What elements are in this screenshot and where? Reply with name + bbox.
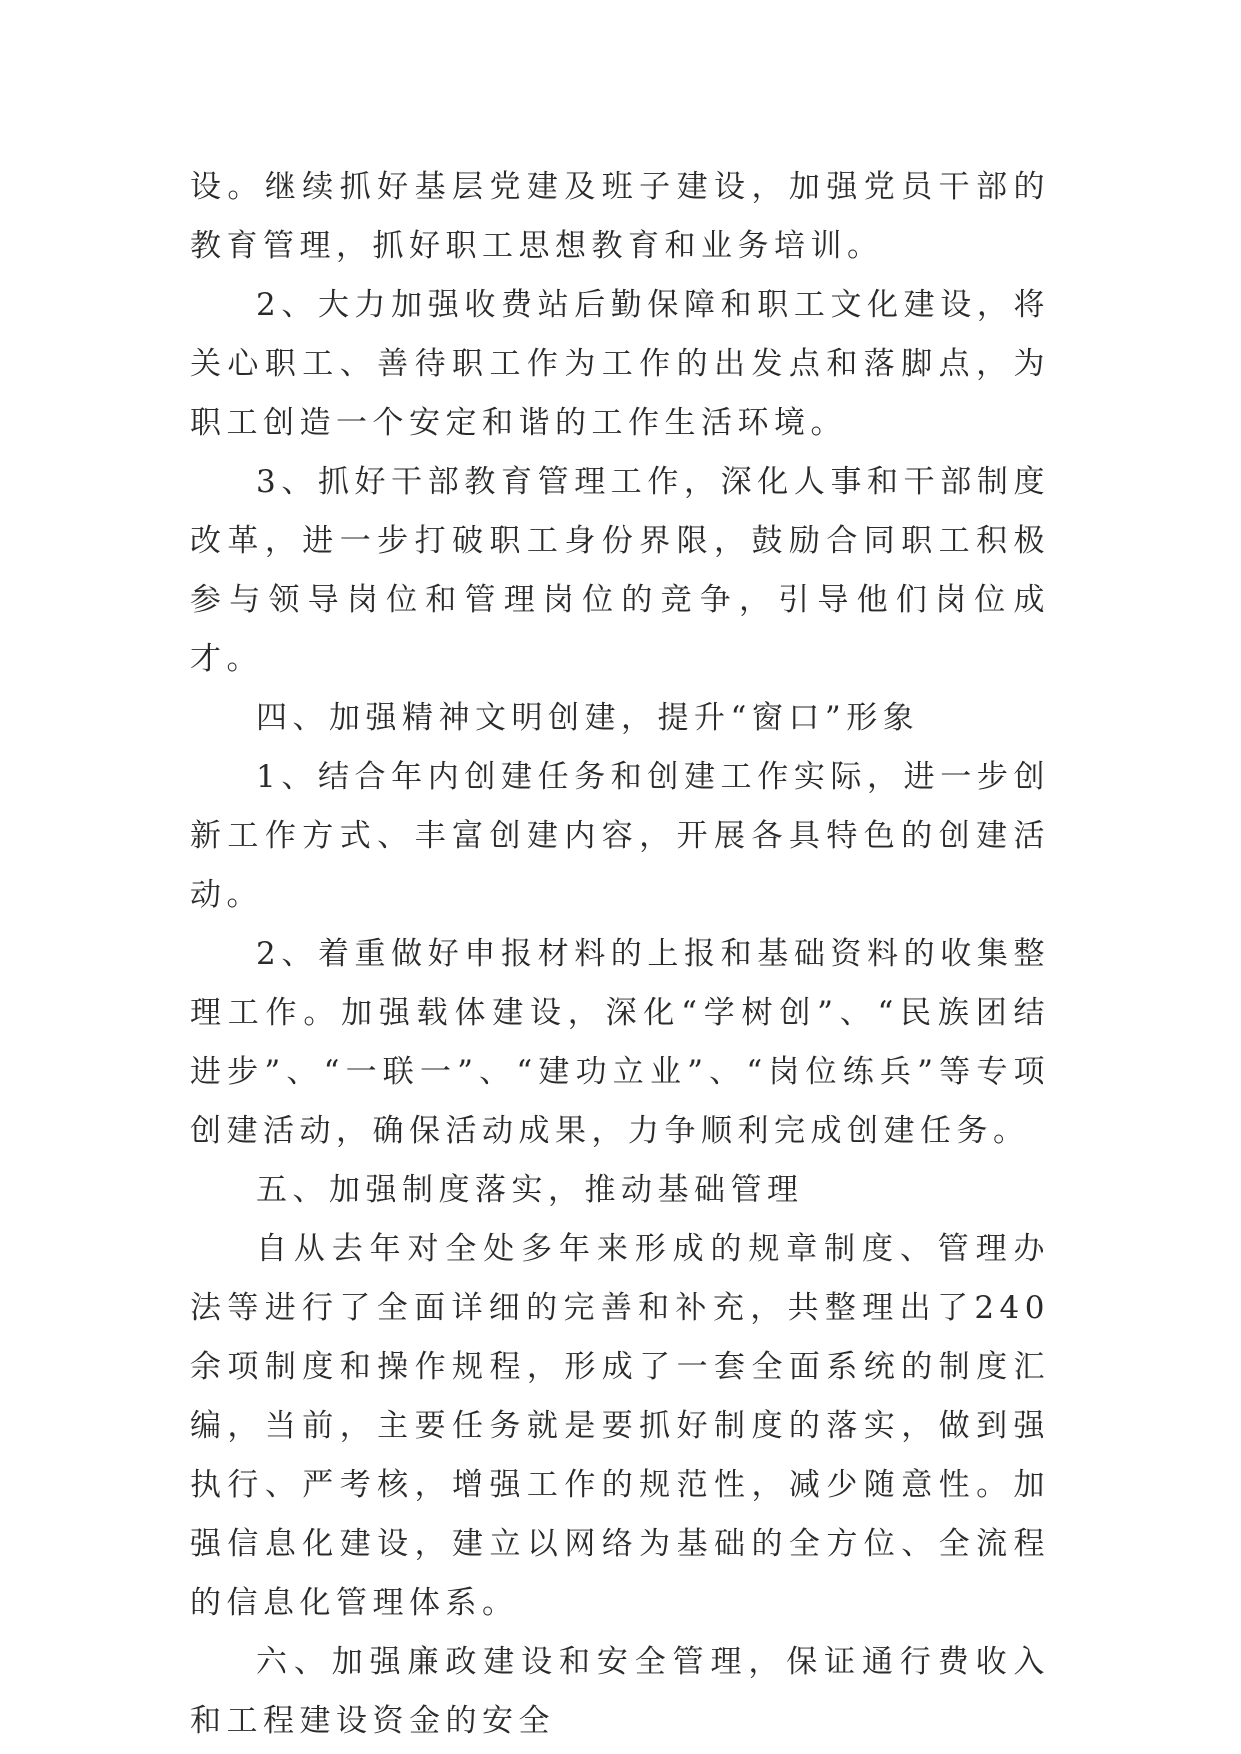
section-heading-4: 四、加强精神文明创建，提升“窗口”形象 — [256, 700, 920, 736]
paragraph-item-2-logistics: 2、大力加强收费站后勤保障和职工文化建设，将关心职工、善待职工作为工作的出发点和落脚点，为职工创造一个安定和谐的工作生活环境。 — [190, 287, 1050, 441]
paragraph-item-1-creation-tasks: 1、结合年内创建任务和创建工作实际，进一步创新工作方式、丰富创建内容，开展各具特色的创建活动。 — [190, 759, 1050, 913]
section-heading-5: 五、加强制度落实，推动基础管理 — [256, 1172, 804, 1208]
document-body — [190, 158, 1050, 1751]
paragraph-item-3-cadre-education: 3、抓好干部教育管理工作，深化人事和干部制度改革，进一步打破职工身份界限，鼓励合同职工积极参与领导岗位和管理岗位的竞争，引导他们岗位成才。 — [190, 464, 1050, 677]
paragraph-regulations: 自从去年对全处多年来形成的规章制度、管理办法等进行了全面详细的完善和补充，共整理出了240余项制度和操作规程，形成了一套全面系统的制度汇编，当前，主要任务就是要抓好制度的落实，做到强执行、严考核，增强工作的规范性，减少随意性。加强信息化建设，建立以网络为基础的全方位、全流程的信息化管理体系。 — [190, 1231, 1050, 1621]
paragraph-continuation: 设。继续抓好基层党建及班子建设，加强党员干部的教育管理，抓好职工思想教育和业务培训。 — [190, 169, 1050, 264]
paragraph-item-2-materials: 2、着重做好申报材料的上报和基础资料的收集整理工作。加强载体建设，深化“学树创”、“民族团结进步”、“一联一”、“建功立业”、“岗位练兵”等专项创建活动，确保活动成果，力争顺利完成创建任务。 — [190, 936, 1050, 1149]
section-heading-6: 六、加强廉政建设和安全管理，保证通行费收入和工程建设资金的安全 — [190, 1644, 1050, 1739]
